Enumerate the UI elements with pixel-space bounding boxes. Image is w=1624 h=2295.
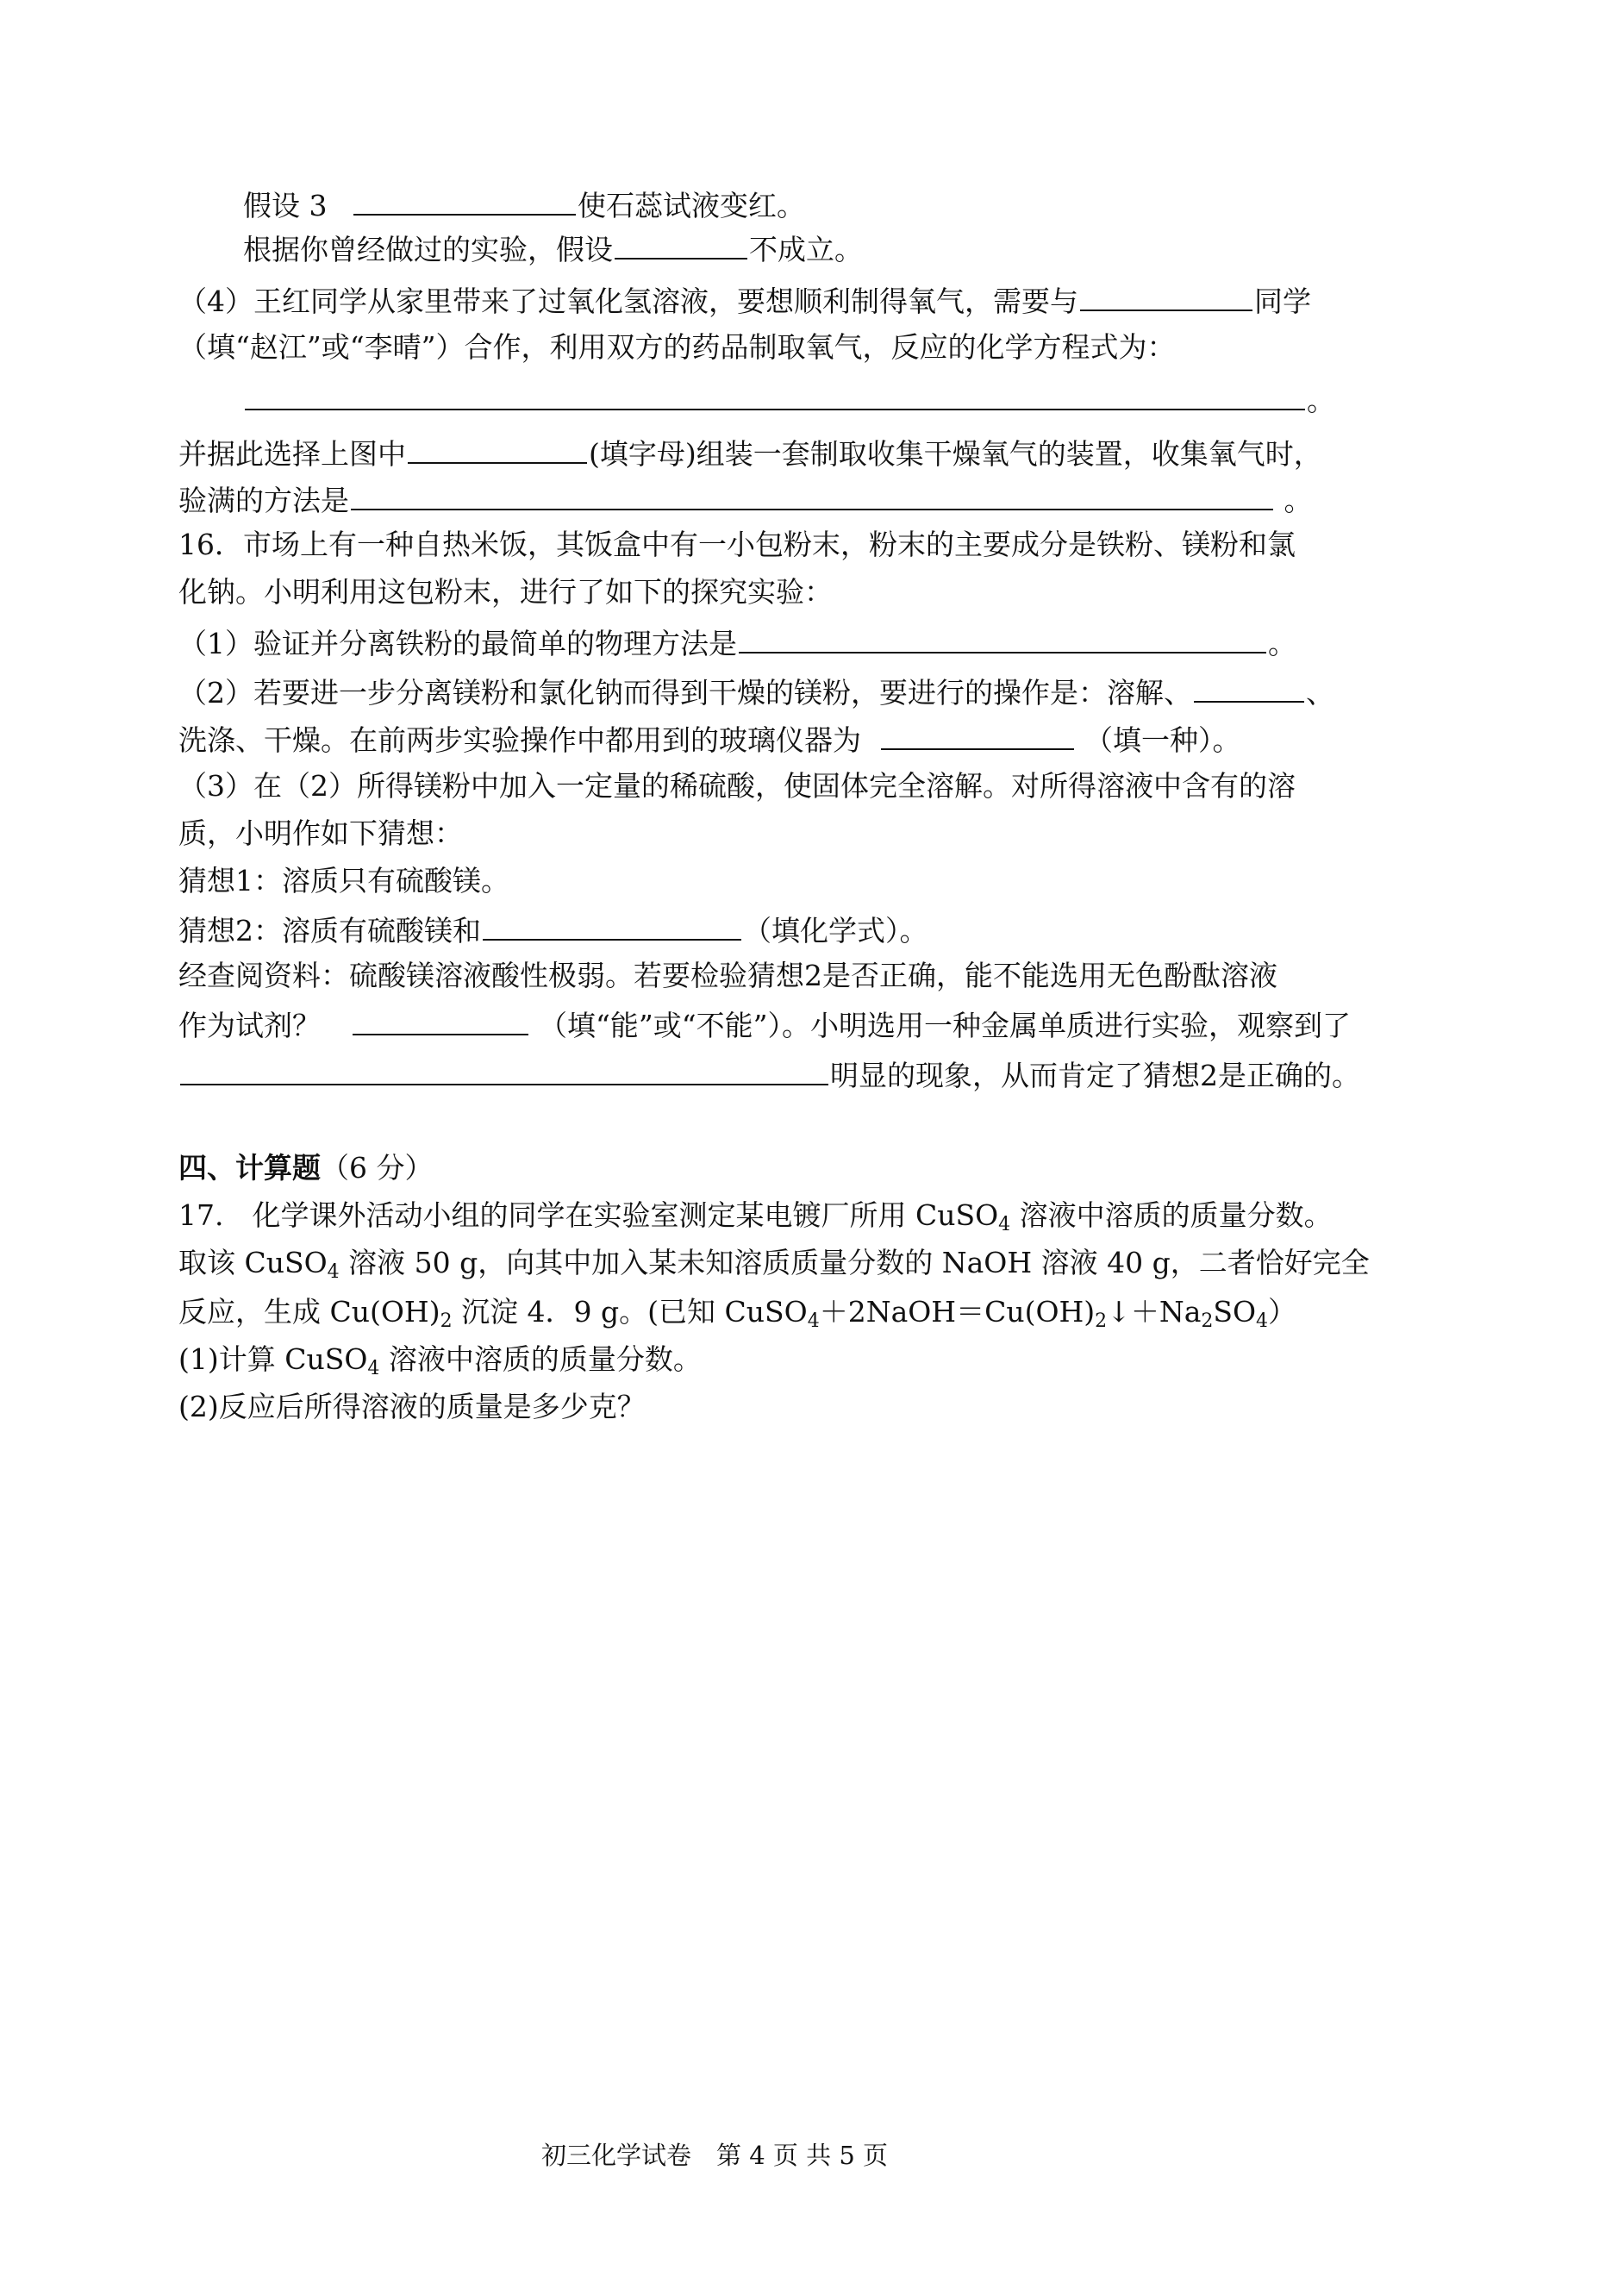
q4-line-5: 验满的方法是 。	[178, 479, 1313, 517]
q16-part-2b: 洗涤、干燥。在前两步实验操作中都用到的玻璃仪器为 （填一种）。	[178, 719, 1241, 757]
basis-line: 根据你曾经做过的实验，假设 不成立。	[243, 228, 863, 266]
answer-blank[interactable]	[351, 479, 1273, 510]
q16-intro-1: 16．市场上有一种自热米饭，其饭盒中有一小包粉末，粉末的主要成分是铁粉、镁粉和氯	[178, 528, 1296, 561]
answer-blank[interactable]	[1194, 672, 1304, 703]
q16-intro-2: 化钠。小明利用这包粉末，进行了如下的探究实验：	[178, 575, 833, 609]
q16-info-line-2: 作为试剂？ （填“能”或“不能”）。小明选用一种金属单质进行实验，观察到了	[178, 1004, 1351, 1042]
q16-part-1: （1）验证并分离铁粉的最简单的物理方法是 。	[178, 622, 1296, 660]
q4-equation-line: 。	[243, 379, 1335, 417]
section-4-heading: 四、计算题（6 分）	[178, 1151, 434, 1185]
q17-line-3: 反应，生成 $Cu(OH)_2$ 沉淀 4．9 g。(已知 $CuSO_4+2NaOH=Cu(OH)_2↓+Na_2SO_4$）	[178, 1295, 1297, 1332]
q16-conclusion: 明显的现象，从而肯定了猜想2是正确的。	[178, 1054, 1360, 1092]
q16-guess-2: 猜想2：溶质有硫酸镁和 （填化学式）。	[178, 910, 928, 947]
answer-blank[interactable]	[615, 228, 747, 260]
q4-line-1: （4）王红同学从家里带来了过氧化氢溶液，要想顺利制得氧气，需要与 同学	[178, 280, 1311, 318]
answer-blank[interactable]	[881, 719, 1074, 750]
answer-blank[interactable]	[353, 184, 576, 216]
hypothesis-3-line: 假设 3 使石蕊试液变红。	[243, 184, 805, 222]
answer-blank[interactable]	[483, 910, 741, 941]
q16-info-line-1: 经查阅资料：硫酸镁溶液酸性极弱。若要检验猜想2是否正确，能不能选用无色酚酞溶液	[178, 959, 1277, 992]
q17-sub-question-1: (1)计算 CuSO$_4$ 溶液中溶质的质量分数。	[178, 1342, 702, 1379]
answer-blank[interactable]	[1080, 280, 1252, 311]
q4-line-2: （填“赵江”或“李晴”）合作，利用双方的药品制取氧气，反应的化学方程式为：	[178, 330, 1176, 364]
q16-part-3-line-1: （3）在（2）所得镁粉中加入一定量的稀硫酸，使固体完全溶解。对所得溶液中含有的溶	[178, 769, 1296, 803]
answer-blank[interactable]	[739, 622, 1266, 653]
answer-blank[interactable]	[353, 1004, 528, 1035]
q17-line-1: 17. 化学课外活动小组的同学在实验室测定某电镀厂所用 CuSO$_4$ 溶液中溶质的质量分数。	[178, 1198, 1333, 1235]
page-footer: 初三化学试卷 第 4 页 共 5 页	[541, 2141, 888, 2170]
answer-blank[interactable]	[408, 433, 587, 464]
q16-guess-1: 猜想1：溶质只有硫酸镁。	[178, 864, 509, 897]
answer-blank[interactable]	[245, 379, 1305, 410]
q17-sub-question-2: (2)反应后所得溶液的质量是多少克？	[178, 1390, 646, 1423]
q17-line-2: 取该 CuSO$_4$ 溶液 50 g，向其中加入某未知溶质质量分数的 NaOH 溶液 40 g，二者恰好完全	[178, 1246, 1370, 1283]
answer-blank[interactable]	[180, 1054, 828, 1085]
q16-part-3-line-2: 质，小明作如下猜想：	[178, 816, 463, 850]
q16-part-2: （2）若要进一步分离镁粉和氯化钠而得到干燥的镁粉，要进行的操作是：溶解、 、	[178, 672, 1334, 710]
q4-line-4: 并据此选择上图中 (填字母)组装一套制取收集干燥氧气的装置，收集氧气时，	[178, 433, 1322, 471]
